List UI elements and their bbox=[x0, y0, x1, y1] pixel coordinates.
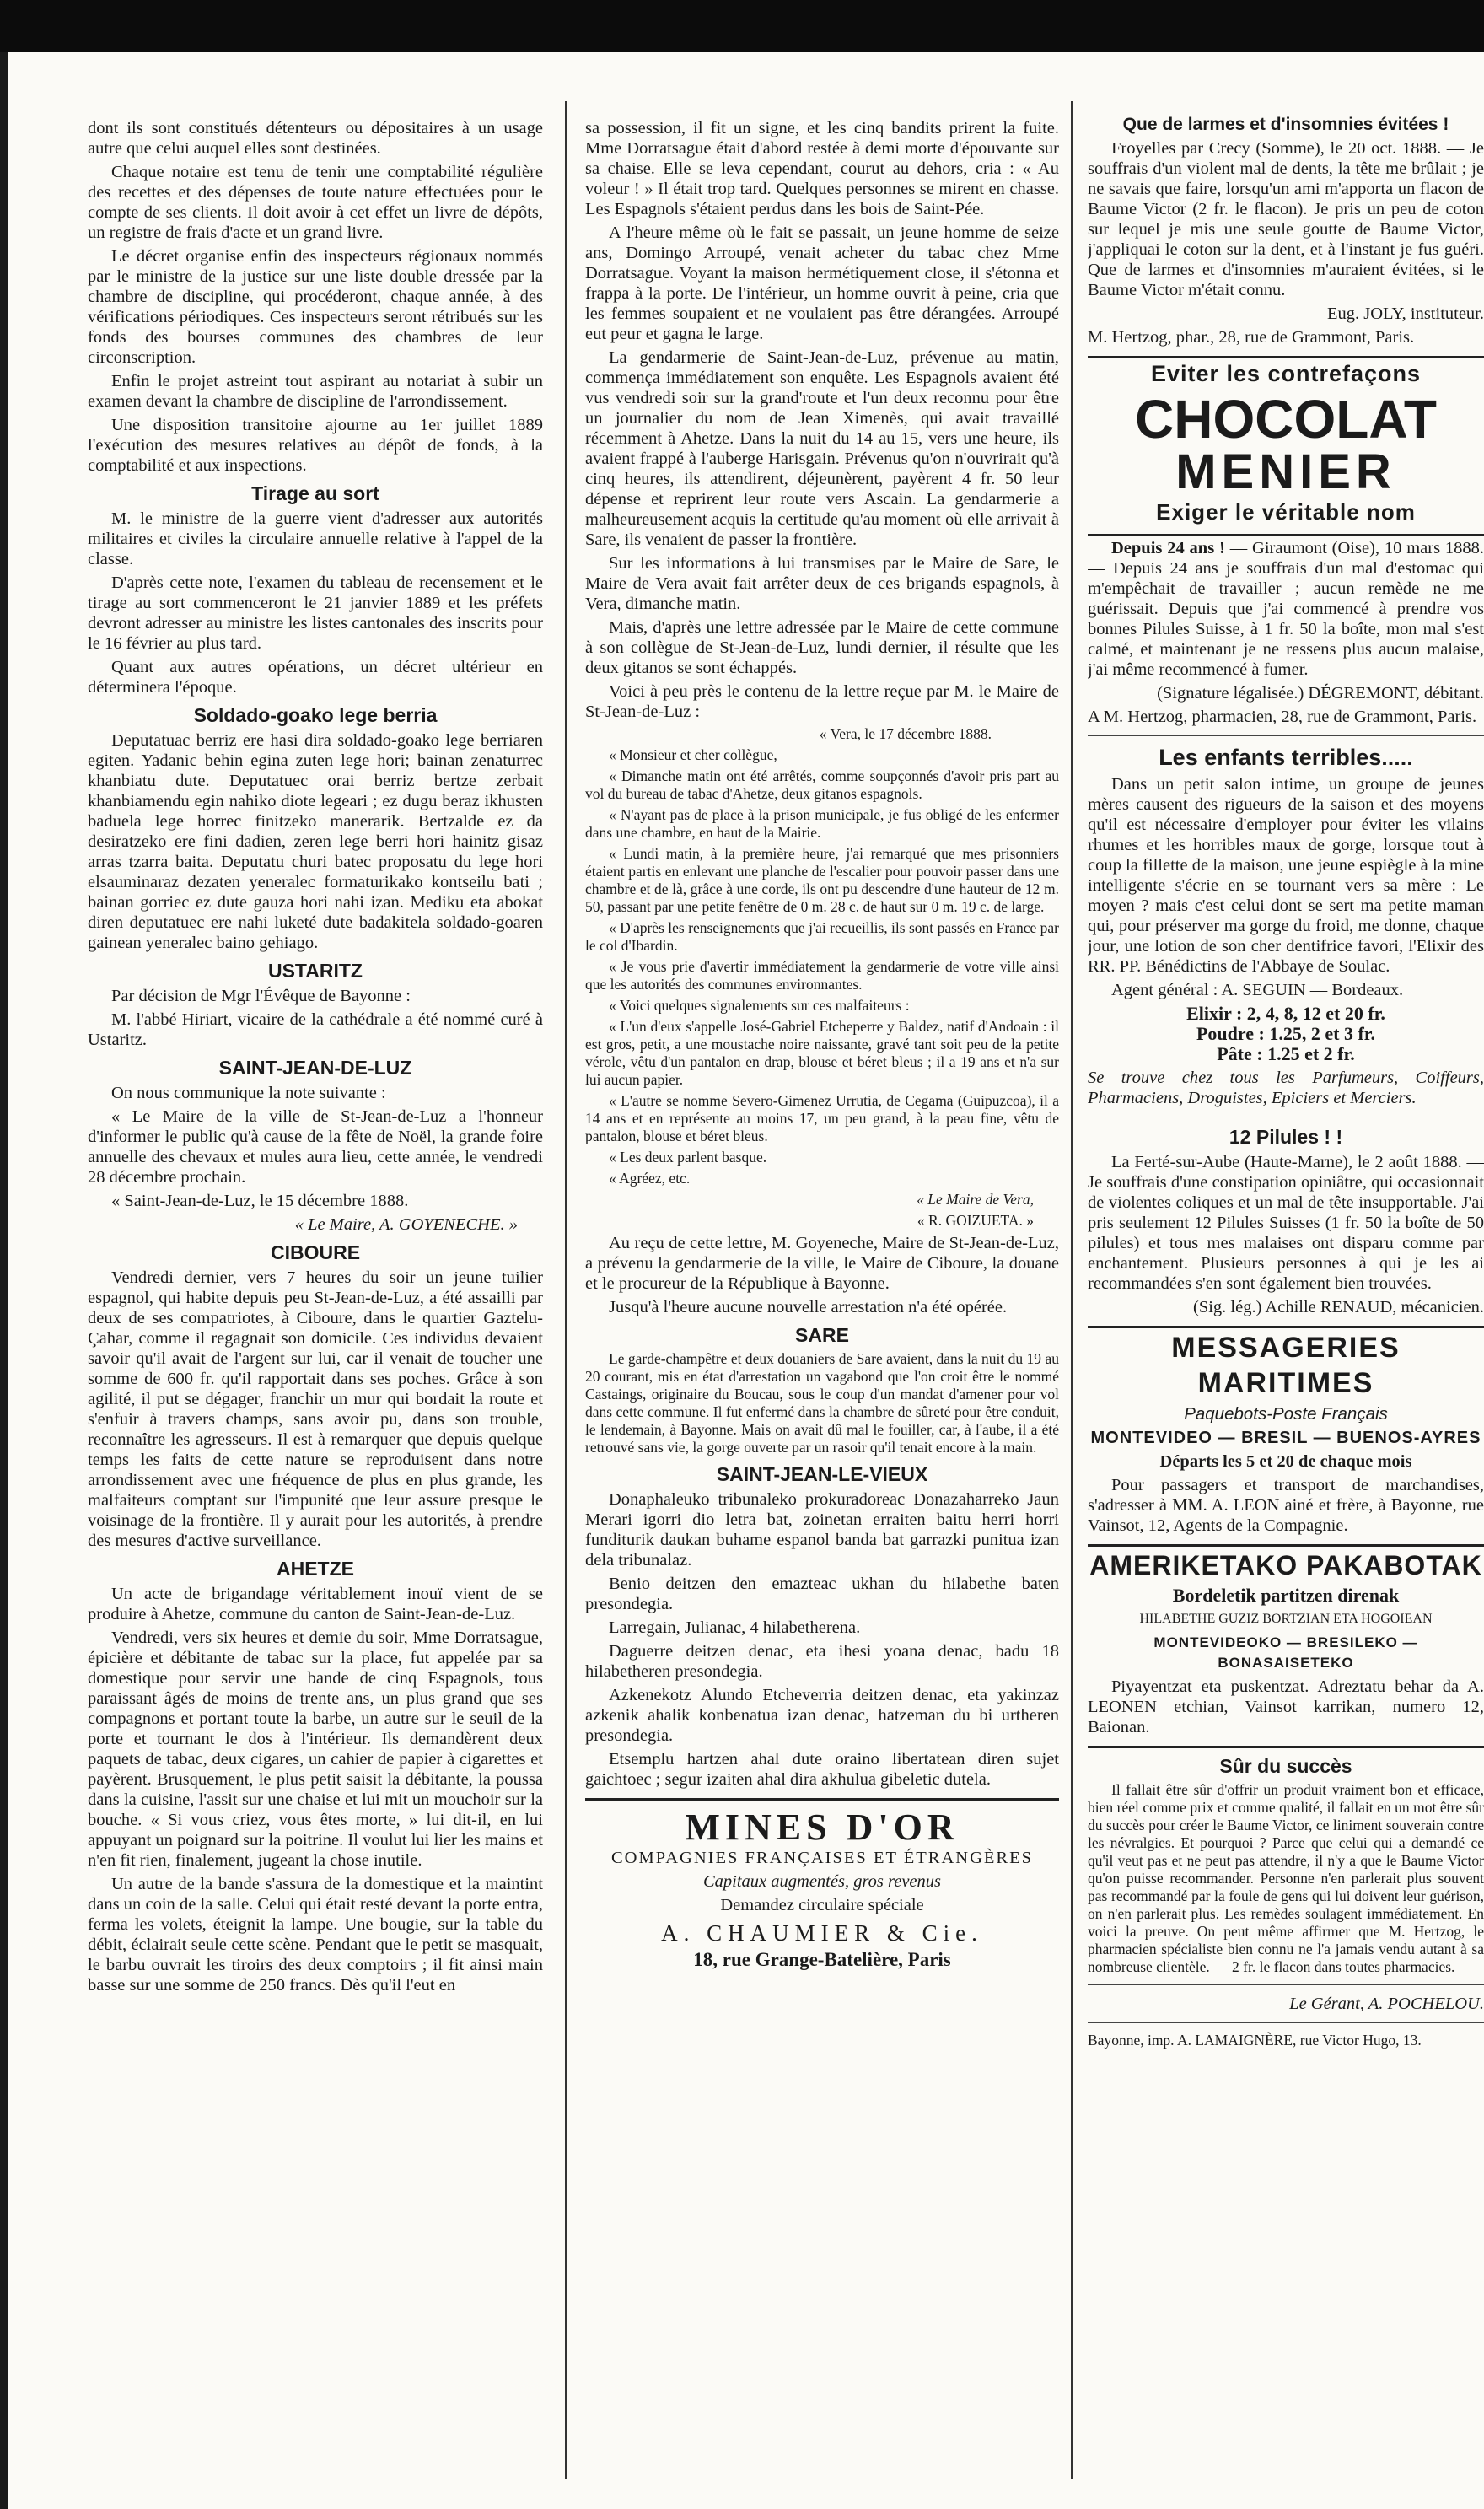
ameriketako-ad bbox=[1088, 1548, 1484, 1737]
choco-menier: MENIER bbox=[1175, 444, 1396, 499]
soldado-paragraph: Deputatuac berriz ere hasi dira soldado-goako lege berriaren egiten. Yadanic behin egina zuten lege hori; bainan zenaturrec khanbiatu dute. Deputatuec orai berriz bertze zerbait khanbiamendu egin nahiko diote legeari ; ez dugu beraz ikhusten baduela lege horrec finitzeko manerarik. Bertzalde ez da desiratzeko ere fini dadien, zeren lege berri hori hainitz gisaz arras tzarra baita. Deputatu churi batec proposatu du lege hori elsauminaraz dezaten yeneralec formaturikako kontseilu bati ; bainan gorriec ez dute gauza hori nahi izan. Mediku eta abokat diren deputatuec ere nahi luketé dute badakitela soldado-goaren gainean yeneralec baino gehiago. bbox=[88, 731, 543, 952]
mines-ad-line2: Capitaux augmentés, gros revenus bbox=[702, 1872, 942, 1891]
ustaritz-paragraph: Par décision de Mgr l'Évêque de Bayonne : bbox=[111, 987, 411, 1005]
mines-ad-title: MINES D'OR bbox=[685, 1806, 960, 1848]
agent-general: Agent général : A. SEGUIN — Bordeaux. bbox=[1111, 981, 1404, 999]
ahetze-continued: A l'heure même où le fait se passait, un jeune homme de seize ans, Domingo Arroupé, venait acheter du tabac chez Mme Dorratsague. Voyant la maison hermétiquement close, il s'étonna et frappa à la porte. De l'intérieur, un homme ouvrit à peine, cria que les femmes soupaient et ne voulaient pas être dérangées. Arroupé eut peur et gagna le large. bbox=[585, 223, 1059, 343]
notary-paragraph: Le décret organise enfin des inspecteurs régionaux nommés par le ministre de la justice sur une liste double dressée par la chambre de discipline, qui procéderont, chaque année, à des vérifications périodiques. Ces inspecteurs seront rétribués sur les fonds des bourses communes des chambres de leur circonscription. bbox=[88, 247, 543, 367]
choco-exiger: Exiger le véritable nom bbox=[1156, 499, 1416, 525]
depuis-title: Depuis 24 ans ! bbox=[1111, 539, 1225, 557]
sjlv-paragraph: Etsemplu hartzen ahal dute oraino libertatean diren sujet gaichtoec ; segur izaiten ahal dira akhulua gibeletic dutela. bbox=[585, 1750, 1059, 1789]
mines-ad-firm: A. CHAUMIER & Cie. bbox=[661, 1920, 983, 1946]
letter-date: « Vera, le 17 décembre 1888. bbox=[819, 725, 992, 742]
mines-ad-address: 18, rue Grange-Batelière, Paris bbox=[693, 1949, 951, 1970]
ad-title-larmes: Que de larmes et d'insomnies évitées ! bbox=[1122, 115, 1449, 134]
msg-depart: Départs les 5 et 20 de chaque mois bbox=[1159, 1452, 1412, 1471]
sjdl-paragraph: On nous communique la note suivante : bbox=[111, 1084, 386, 1102]
section-title-sjlv: SAINT-JEAN-LE-VIEUX bbox=[716, 1463, 928, 1485]
vera-letter bbox=[585, 725, 1059, 1230]
tirage-paragraph: D'après cette note, l'examen du tableau de recensement et le tirage au sort commenceront le 21 janvier 1889 et les préfets devront adresser au ministre les listes cantonales des inscrits pour le 16 février au plus tard. bbox=[88, 573, 543, 653]
section-title-sare: SARE bbox=[795, 1324, 849, 1346]
ad-divider bbox=[1088, 1326, 1484, 1328]
amer-sub: Bordeletik partitzen direnak bbox=[1172, 1585, 1400, 1606]
depuis-depot: A M. Hertzog, pharmacien, 28, rue de Grammont, Paris. bbox=[1088, 708, 1477, 726]
mines-dor-ad bbox=[585, 1807, 1059, 1970]
msg-sub: Paquebots-Poste Français bbox=[1184, 1404, 1388, 1424]
ad-divider bbox=[1088, 1984, 1484, 1985]
sjlv-paragraph: Donaphaleuko tribunaleko prokuradoreac Donazaharreko Jaun Merari igorri dio letra bat, zoinetan erraiten baitu herri horri funditurik daukan buhame espanol banda bat garrazki punitua izan dela tribunalaz. bbox=[585, 1490, 1059, 1569]
sare-paragraph: Le garde-champêtre et deux douaniers de Sare avaient, dans la nuit du 19 au 20 courant, mis en état d'arrestation un vagabond que l'on croit être le nommé Castaings, originaire du Boucau, sous le coup d'un mandat d'amener pour vol dans cette commune. Il fut enfermé dans la chambre de sûreté pour être conduit, le lendemain, à Bayonne. Mais on avait dû mal le fouiller, car, à l'aube, il a été retrouvé sans vie, la gorge ouverte par un rasoir qu'il tenait encore à la main. bbox=[585, 1350, 1059, 1456]
letter-paragraph: « L'autre se nomme Severo-Gimenez Urrutia, de Cegama (Guipuzcoa), il a 14 ans et en représente au moins 17, un peu grand, à la peau fine, vêtu de pantalon, blouse et béret bleus. bbox=[585, 1092, 1059, 1144]
msg-route: MONTEVIDEO — BRESIL — BUENOS-AYRES bbox=[1090, 1429, 1481, 1447]
pilules-text: La Ferté-sur-Aube (Haute-Marne), le 2 août 1888. — Je souffrais d'une constipation opiniâtre, qui occasionnait de violentes coliques et un mal de tête insupportable. J'ai pris seulement 12 Pilules Suisses (1 fr. 50 la boîte de 50 pilules) et tous mes malaises ont disparu comme par enchantement. Plusieurs personnes à qui je les ai recommandées s'en sont également bien trouvées. bbox=[1088, 1153, 1484, 1293]
section-title-tirage: Tirage au sort bbox=[251, 482, 379, 504]
succes-text: Il fallait être sûr d'offrir un produit vraiment bon et efficace, bien réel comme prix et comme qualité, il fallait en un mot être sûr du succès pour créer le Baume Victor, ce liniment souverain contre les névralgies. Et pourquoi ? Parce que celui qui a demandé ce qu'il veut pas et ne peut pas attendre, il n'y a que le Baume Victor qu'on puisse recommander. Personne n'en parlerait plus souvent pas recommandé par la foule de gens qui lui doivent leur guérison, on n'en parlerait plus. Les remèdes soulagent immédiatement. En voici la preuve. On peut même affirmer que M. Hertzog, le pharmacien spécialiste bien connu ne l'a jamais vendu autant à sa nombreuse clientèle. — 2 fr. le flacon dans toutes pharmacies. bbox=[1088, 1781, 1484, 1975]
larmes-text: Froyelles par Crecy (Somme), le 20 oct. 1888. — Je souffrais d'un violent mal de dents, la tête me brûlait ; je ne savais que faire, lorsqu'un ami m'apporta un flacon de Baume Victor (2 fr. le flacon). Je pris un peu de coton sur lequel je mis une seule goutte de Baume Victor, j'appliquai le coton sur la dent, et à l'instant je fus guéri. Que de larmes et d'insomnies m'auraient évitées, si le Baume Victor m'était connu. bbox=[1088, 139, 1484, 299]
ahetze-paragraph: Vendredi, vers six heures et demie du soir, Mme Dorratsague, épicière et débitante de tabac sur la place, fut appelée par sa domestique pour servir une bande de cinq Espagnols, tous paraissant âgés de moins de trente ans, un plus grand que ses compagnons et portant toute la barbe, un autre sur le seuil de la porte et tournant le dos à l'intérieur. Ils demandèrent deux paquets de tabac, deux cigares, un cahier de papier à cigarettes et payèrent. Brusquement, le plus petit saisit la débitante, la poussa dans la cuisine, l'assit sur une chaise et lui mit un mouchoir sur la bouche. « Si vous criez, vous êtes morte, » lui dit-il, en lui appuyant un poignard sur la poitrine. Il voulut lui lier les mains et n'en fit rien, finalement, jugeant la chose inutile. bbox=[88, 1629, 543, 1870]
section-title-ciboure: CIBOURE bbox=[270, 1241, 361, 1263]
ahetze-continued: La gendarmerie de Saint-Jean-de-Luz, prévenue au matin, commença immédiatement son enquête. Les Espagnols avaient été vus vendredi soir sur la grand'route et l'un deux reconnu pour être un journalier du nom de Jean Ximenès, qui avait travaillé récemment à Ahetze. Dans la nuit du 14 au 15, vers une heure, ils avaient frappé à l'auberge Harisgain. Prévenus qu'on n'ouvrirait qu'à cinq heures, ils attendirent, déjeunèrent, payèrent 4 fr. 50 leur dépense et reprirent leur route vers Ascain. La gendarmerie a malheureusement acquis la certitude qu'au moment où elle arrivait à Sare, ils venaient de passer la frontière. bbox=[585, 348, 1059, 549]
notary-paragraph: Enfin le projet astreint tout aspirant au notariat à subir un examen devant la chambre de discipline de l'arrondissement. bbox=[88, 372, 543, 411]
amer-text: Piyayentzat eta puskentzat. Adreztatu behar da A. LEONEN etchian, Vainsot karrikan, numero 12, Baionan. bbox=[1088, 1677, 1484, 1736]
notary-paragraph: Chaque notaire est tenu de tenir une comptabilité régulière des recettes et des dépenses de toute nature effectuées pour le compte de ses clients. Il doit avoir à cet effet un livre de dépôts, un registre de frais d'acte et un grand livre. bbox=[88, 163, 543, 242]
imprimeur-line: Bayonne, imp. A. LAMAIGNÈRE, rue Victor Hugo, 13. bbox=[1088, 2032, 1422, 2049]
ad-title-pilules: 12 Pilules ! ! bbox=[1229, 1126, 1343, 1148]
ustaritz-paragraph: M. l'abbé Hiriart, vicaire de la cathédrale a été nommé curé à Ustaritz. bbox=[88, 1010, 543, 1049]
letter-paragraph: « Je vous prie d'avertir immédiatement la gendarmerie de votre ville ainsi que les autorités des communes environnantes. bbox=[585, 958, 1059, 993]
ahetze-continued: Mais, d'après une lettre adressée par le Maire de cette commune à son collègue de St-Jean-de-Luz, lundi dernier, il résulte que les deux gitanos se sont échappés. bbox=[585, 618, 1059, 677]
section-title-ahetze: AHETZE bbox=[277, 1558, 354, 1580]
sjlv-paragraph: Larregain, Julianac, 4 hilabetherena. bbox=[609, 1618, 861, 1637]
ahetze-continued: Voici à peu près le contenu de la lettre reçue par M. le Maire de St-Jean-de-Luz : bbox=[585, 682, 1059, 721]
column-3 bbox=[1088, 108, 1484, 2053]
mines-ad-line3: Demandez circulaire spéciale bbox=[720, 1896, 924, 1914]
amer-route: MONTEVIDEOKO — BRESILEKO — BONASAISETEKO bbox=[1153, 1634, 1418, 1671]
depuis-text bbox=[1088, 538, 1484, 680]
sjdl-paragraph: « Le Maire de la ville de St-Jean-de-Luz a l'honneur d'informer le public qu'à cause de la fête de Noël, la grande foire annuelle des chevaux et mules aura lieu, cette année, le vendredi 28 décembre prochain. bbox=[88, 1107, 543, 1187]
ciboure-paragraph: Vendredi dernier, vers 7 heures du soir un jeune tuilier espagnol, qui habite depuis peu St-Jean-de-Luz, a été assailli par deux de ses compatriotes, à Ciboure, dans le quartier Gaztelu-Çahar, comme il regagnait son domicile. Ces individus devaient savoir qu'il avait de l'argent sur lui, car il venait de toucher une somme de 600 fr. qu'il rapportait dans ses poches. Grâce à son agilité, il put se dégager, franchir un mur qui bordait la route et s'enfuir à travers champs, sans avoir pu, dans son trouble, reconnaître les agresseurs. Il est à remarquer que depuis quelque temps les faits de cette nature se reproduisent dans notre arrondissement avec une fréquence de plus en plus grande, les malfaiteurs comptant sur l'impunité que leur assure presque le voisinage de la frontière. Il y aurait pour les autorités, à prendre des mesures d'active surveillance. bbox=[88, 1268, 543, 1550]
trouve-text: Se trouve chez tous les Parfumeurs, Coiffeurs, Pharmaciens, Droguistes, Epiciers et Merciers. bbox=[1088, 1069, 1484, 1107]
letter-signature: « Le Maire de Vera, bbox=[917, 1191, 1034, 1208]
enfants-text: Dans un petit salon intime, un groupe de jeunes mères causent des rigueurs de la saison et des moyens qu'il est nécessaire d'employer pour éviter les vilains rhumes et les horribles maux de gorge, lorsque tout à coup la fillette de la maison, une jeune espiègle à la mine intelligente s'écrie en se tournant vers sa mère : Le moyen ? mais c'est celui dont se sert ma petite maman qui, pour préserver ma gorge du froid, me donne, chaque jour, une lotion de son cher dentifrice favori, l'Elixir des RR. PP. Bénédictins de l'Abbaye de Soulac. bbox=[1088, 775, 1484, 976]
scan-top-border bbox=[0, 0, 1484, 52]
ad-divider bbox=[1088, 534, 1484, 536]
letter-paragraph: « D'après les renseignements que j'ai recueillis, ils sont passés en France par le col d'Ibardin. bbox=[585, 919, 1059, 954]
pilules-signature: (Sig. lég.) Achille RENAUD, mécanicien. bbox=[1193, 1298, 1484, 1316]
sjdl-paragraph: « Saint-Jean-de-Luz, le 15 décembre 1888. bbox=[111, 1192, 409, 1210]
sjlv-paragraph: Benio deitzen den emazteac ukhan du hilabethe baten presondegia. bbox=[585, 1575, 1059, 1613]
section-title-sjdl: SAINT-JEAN-DE-LUZ bbox=[218, 1057, 412, 1079]
column-rule-2 bbox=[1071, 101, 1073, 2479]
ahetze-continued: sa possession, il fit un signe, et les cinq bandits prirent la fuite. Mme Dorratsague était d'abord restée à demi morte d'épouvante sur sa chaise. Elle se leva cependant, courut au dehors, cria : « Au voleur ! » Il était trop tard. Quelques personnes se mirent en chasse. Les Espagnols s'étaient perdus dans les bois de Saint-Pée. bbox=[585, 119, 1059, 218]
ahetze-paragraph: Un acte de brigandage véritablement inouï vient de se produire à Ahetze, commune du canton de Saint-Jean-de-Luz. bbox=[88, 1585, 543, 1623]
letter-paragraph: « Monsieur et cher collègue, bbox=[609, 746, 777, 763]
letter-paragraph: « L'un d'eux s'appelle José-Gabriel Etcheperre y Baldez, natif d'Andoain : il est gros, petit, a une moustache noire naissante, gravé tant soit peu de la petite vérole, vêtu d'un pantalon en drap, blouse et béret bleus ; il a 19 ans et n'a sur lui aucun papier. bbox=[585, 1018, 1059, 1088]
section-title-soldado: Soldado-goako lege berria bbox=[193, 704, 438, 726]
after-letter-paragraph: Au reçu de cette lettre, M. Goyeneche, Maire de St-Jean-de-Luz, a prévenu la gendarmerie de la ville, le Maire de Ciboure, la douane et le procureur de la République à Bayonne. bbox=[585, 1234, 1059, 1293]
sjlv-paragraph: Azkenekotz Alundo Etcheverria deitzen denac, eta yakinzaz azkenik ahalik konbenatua izan denac, hatzeman du bi urtheren presondegia. bbox=[585, 1686, 1059, 1745]
ahetze-continued: Sur les informations à lui transmises par le Maire de Sare, le Maire de Vera avait fait arrêter deux de ces brigands espagnols, à Vera, dimanche matin. bbox=[585, 554, 1059, 613]
price-elixir: Elixir : 2, 4, 8, 12 et 20 fr. bbox=[1186, 1003, 1385, 1024]
ad-divider bbox=[1088, 2022, 1484, 2023]
ad-title-enfants: Les enfants terribles..... bbox=[1159, 745, 1413, 770]
letter-paragraph: « Les deux parlent basque. bbox=[609, 1149, 767, 1166]
depuis-signature: (Signature légalisée.) DÉGREMONT, débitant. bbox=[1157, 684, 1484, 703]
price-pate: Pâte : 1.25 et 2 fr. bbox=[1217, 1043, 1355, 1064]
tirage-paragraph: M. le ministre de la guerre vient d'adresser aux autorités militaires et civiles la circulaire annuelle relative à l'appel de la classe. bbox=[88, 509, 543, 568]
messageries-ad bbox=[1088, 1330, 1484, 1536]
ad-divider bbox=[1088, 735, 1484, 736]
letter-paragraph: « Voici quelques signalements sur ces malfaiteurs : bbox=[609, 997, 910, 1014]
price-poudre: Poudre : 1.25, 2 et 3 fr. bbox=[1196, 1023, 1376, 1044]
scan-left-edge bbox=[0, 52, 8, 2509]
larmes-depot: M. Hertzog, phar., 28, rue de Grammont, Paris. bbox=[1088, 328, 1415, 347]
ad-divider bbox=[1088, 1544, 1484, 1547]
chocolat-menier-ad bbox=[1088, 360, 1484, 525]
after-letter-paragraph: Jusqu'à l'heure aucune nouvelle arrestation n'a été opérée. bbox=[609, 1298, 1008, 1316]
letter-paragraph: « N'ayant pas de place à la prison municipale, je fus obligé de les enfermer dans une chambre, en haut de la Mairie. bbox=[585, 806, 1059, 841]
notary-paragraph: dont ils sont constitués détenteurs ou dépositaires à un usage autre que celui auquel elles sont destinées. bbox=[88, 119, 543, 158]
ad-divider bbox=[1088, 1746, 1484, 1748]
amer-title: AMERIKETAKO PAKABOTAK bbox=[1089, 1550, 1482, 1580]
ad-divider bbox=[1088, 356, 1484, 358]
depuis-body: — Giraumont (Oise), 10 mars 1888. — Depuis 24 ans je souffrais d'un mal d'estomac qui m'empêchait de travailler ; aucun remède ne me guérissait. Depuis que j'ai commencé à prendre vos bonnes Pilules Suisse, à 1 fr. 50 la boîte, mon mal s'est calmé, et maintenant je ne ressens plus aucun malaise, j'ai même recommencé à fumer. bbox=[1088, 539, 1484, 679]
tirage-paragraph: Quant aux autres opérations, un décret ultérieur en déterminera l'époque. bbox=[88, 658, 543, 697]
ahetze-paragraph: Un autre de la bande s'assura de la domestique et la maintint dans un coin de la salle. Celui qui était resté devant la porte entra, ferma les volets, éteignit la lampe. Une bougie, sur la table du débit, éclairait seule cette scène. Pendant que le petit se masquait, le barbu ouvrait les tiroirs des deux comptoirs ; il fit ainsi main basse sur une somme de 250 francs. Dès qu'il l'eut en bbox=[88, 1875, 543, 1995]
column-2 bbox=[585, 118, 1059, 1973]
sjdl-signature: « Le Maire, A. GOYENECHE. » bbox=[294, 1215, 518, 1234]
letter-paragraph: « Agréez, etc. bbox=[609, 1170, 691, 1187]
choco-chocolat: CHOCOLAT bbox=[1135, 389, 1437, 450]
column-rule-1 bbox=[565, 101, 567, 2479]
gerant-line: Le Gérant, A. POCHELOU. bbox=[1289, 1995, 1484, 2013]
letter-paragraph: « Lundi matin, à la première heure, j'ai remarqué que mes prisonniers étaient partis en enlevant une planche de l'escalier pour pouvoir passer dans une chambre et de là, grâce à une corde, ils ont pu descendre d'une hauteur de 12 m. 50, passant par une petite fenêtre de 0 m. 28 c. de haut sur 0 m. 19 c. de large. bbox=[585, 845, 1059, 915]
ad-title-succes: Sûr du succès bbox=[1219, 1755, 1352, 1777]
msg-text: Pour passagers et transport de marchandises, s'adresser à MM. A. LEON ainé et frère, à Bayonne, rue Vainsot, 12, Agents de la Compagnie. bbox=[1088, 1476, 1484, 1535]
sjlv-paragraph: Daguerre deitzen denac, eta ihesi yoana denac, badu 18 hilabetheren presondegia. bbox=[585, 1642, 1059, 1681]
letter-signature-name: « R. GOIZUETA. » bbox=[917, 1212, 1034, 1229]
mines-ad-line1: COMPAGNIES FRANÇAISES ET ÉTRANGÈRES bbox=[611, 1849, 1033, 1867]
letter-paragraph: « Dimanche matin ont été arrêtés, comme soupçonnés d'avoir pris part au vol du bureau de tabac d'Ahetze, deux gitanos espagnols. bbox=[585, 767, 1059, 802]
notary-paragraph: Une disposition transitoire ajourne au 1er juillet 1889 l'exécution des mesures relatives au dépôt de fonds, à la comptabilité et aux inspections. bbox=[88, 416, 543, 475]
larmes-signature: Eug. JOLY, instituteur. bbox=[1326, 304, 1484, 323]
msg-title: MESSAGERIES MARITIMES bbox=[1171, 1332, 1401, 1399]
section-title-ustaritz: USTARITZ bbox=[267, 960, 363, 982]
amer-line: HILABETHE GUZIZ BORTZIAN ETA HOGOIEAN bbox=[1139, 1612, 1433, 1626]
column-1 bbox=[88, 118, 543, 1999]
ad-divider bbox=[585, 1798, 1059, 1801]
choco-eviter: Eviter les contrefaçons bbox=[1150, 361, 1422, 386]
